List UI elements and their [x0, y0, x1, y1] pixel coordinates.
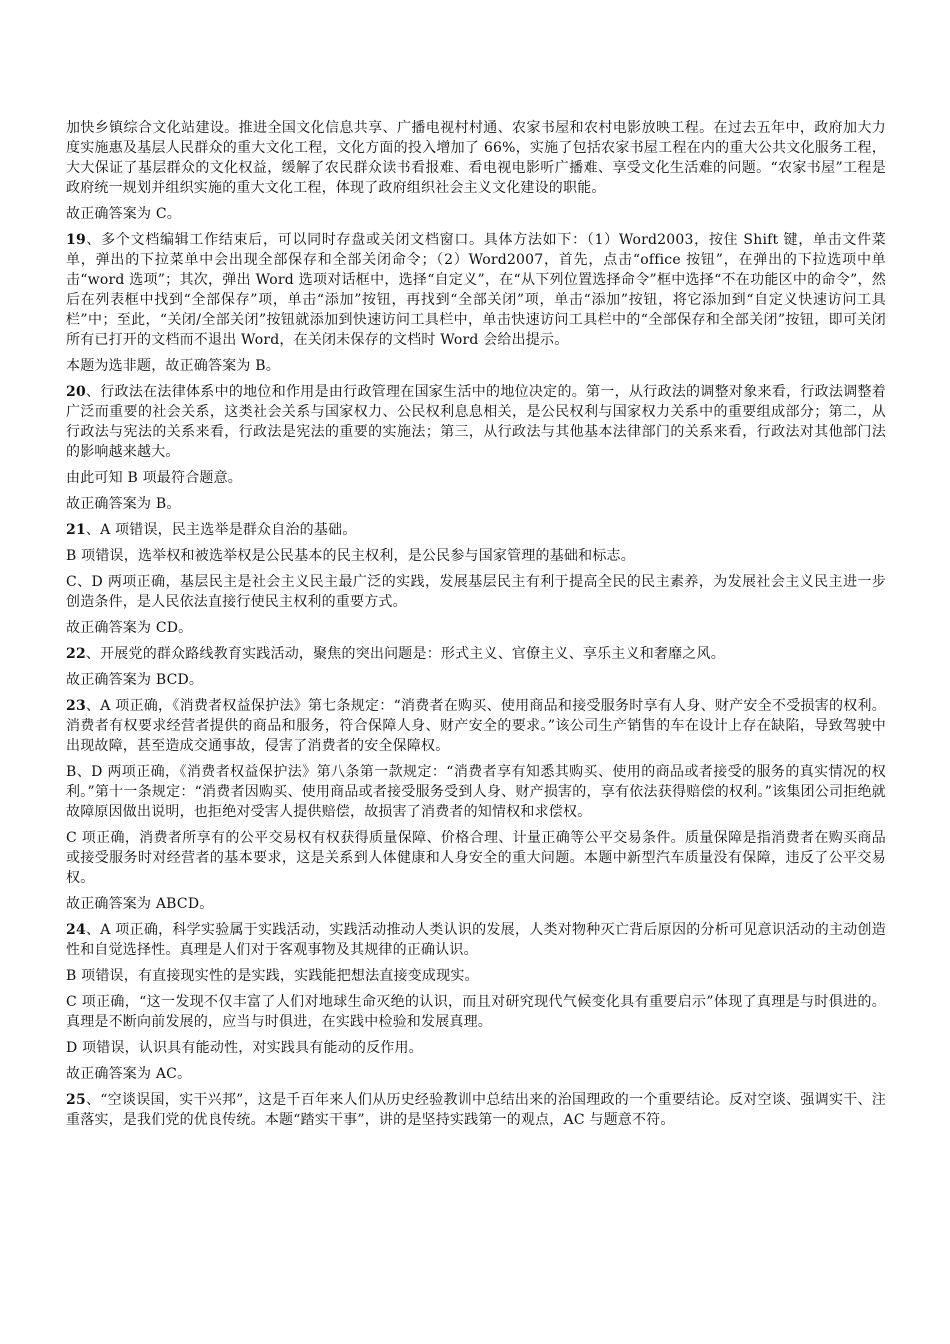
- paragraph-text: 故正确答案为 BCD。: [66, 672, 204, 688]
- question-number: 19: [66, 232, 86, 248]
- paragraph: [66, 468, 886, 488]
- answer-line: [66, 618, 886, 638]
- paragraph-text: 、多个文档编辑工作结束后，可以同时存盘或关闭文档窗口。具体方法如下：（1）Word2003，按住 Shift 键，单击文件菜单，弹出的下拉菜单中会出现全部保存和全部关闭命令；（2）Word2007，首先，点击“office 按钮”，在弹出的下拉选项中单击“word 选项”；其次，弹出 Word 选项对话框中，选择“自定义”，在“从下列位置选择命令”框中选择“不在功能区中的命令”，然后在列表框中找到“全部保存”项，单击“添加”按钮，再找到“全部关闭”项，单击“添加”按钮，将它添加到“自定义快速访问工具栏”中；至此，“关闭/全部关闭”按钮就添加到快速访问工具栏中，单击快速访问工具栏中的“全部保存和全部关闭”按钮，即可关闭所有已打开的文档而不退出 Word，在关闭未保存的文档时 Word 会给出提示。: [66, 232, 886, 348]
- paragraph: [66, 966, 886, 986]
- paragraph-text: C 项正确，消费者所享有的公平交易权有权获得质量保障、价格合理、计量正确等公平交易条件。质量保障是指消费者在购买商品或接受服务时对经营者的基本要求，这是关系到人体健康和人身安全的重大问题。本题中新型汽车质量没有保障，违反了公平交易权。: [66, 830, 886, 886]
- paragraph-text: B 项错误，有直接现实性的是实践，实践能把想法直接变成现实。: [66, 968, 479, 984]
- paragraph-text: C、D 两项正确，基层民主是社会主义民主最广泛的实践，发展基层民主有利于提高全民的民主素养，为发展社会主义民主进一步创造条件，是人民依法直接行使民主权利的重要方式。: [66, 574, 886, 610]
- question-number: 24: [66, 922, 86, 938]
- paragraph-text: D 项错误，认识具有能动性，对实践具有能动的反作用。: [66, 1040, 423, 1056]
- paragraph-text: 由此可知 B 项最符合题意。: [66, 470, 242, 486]
- paragraph: [66, 118, 886, 198]
- answer-line: [66, 1064, 886, 1084]
- answer-line: [66, 494, 886, 514]
- paragraph-text: 加快乡镇综合文化站建设。推进全国文化信息共享、广播电视村村通、农家书屋和农村电影放映工程。在过去五年中，政府加大力度实施惠及基层人民群众的重大文化工程，文化方面的投入增加了 66%，实施了包括农家书屋工程在内的重大公共文化服务工程，大大保证了基层群众的文化权益，缓解了农民群众读书看报难、看电视电影听广播难、享受文化生活难的问题。“农家书屋”工程是政府统一规划并组织实施的重大文化工程，体现了政府组织社会主义文化建设的职能。: [66, 120, 886, 196]
- paragraph-text: 、行政法在法律体系中的地位和作用是由行政管理在国家生活中的地位决定的。第一，从行政法的调整对象来看，行政法调整着广泛而重要的社会关系，这类社会关系与国家权力、公民权利息息相关，是公民权利与国家权力关系中的重要组成部分；第二，从行政法与宪法的关系来看，行政法是宪法的重要的实施法；第三，从行政法与其他基本法律部门的关系来看，行政法对其他部门法的影响越来越大。: [66, 384, 886, 460]
- paragraph-text: 、A 项正确，科学实验属于实践活动，实践活动推动人类认识的发展，人类对物种灭亡背后原因的分析可见意识活动的主动创造性和自觉选择性。真理是人们对于客观事物及其规律的正确认识。: [66, 922, 886, 958]
- paragraph: [66, 828, 886, 888]
- paragraph-text: B、D 两项正确，《消费者权益保护法》第八条第一款规定：“消费者享有知悉其购买、使用的商品或者接受的服务的真实情况的权利。”第十一条规定：“消费者因购买、使用商品或者接受服务受到人身、财产损害的，享有依法获得赔偿的权利。”该集团公司拒绝就故障原因做出说明，也拒绝对受害人提供赔偿，故损害了消费者的知情权和求偿权。: [66, 764, 886, 820]
- paragraph: [66, 546, 886, 566]
- answer-line: [66, 670, 886, 690]
- question-number: 23: [66, 698, 86, 714]
- paragraph-text: 、A 项错误，民主选举是群众自治的基础。: [85, 522, 357, 538]
- paragraph-text: 、开展党的群众路线教育实践活动，聚焦的突出问题是：形式主义、官僚主义、享乐主义和奢靡之风。: [85, 646, 725, 662]
- question-20: [66, 382, 886, 462]
- question-24: [66, 920, 886, 960]
- paragraph-text: 故正确答案为 ABCD。: [66, 896, 214, 912]
- question-number: 22: [66, 646, 86, 662]
- answer-line: [66, 204, 886, 224]
- paragraph: [66, 992, 886, 1032]
- paragraph-text: 、“空谈误国，实干兴邦”，这是千百年来人们从历史经验教训中总结出来的治国理政的一个重要结论。反对空谈、强调实干、注重落实，是我们党的优良传统。本题“踏实干事”，讲的是坚持实践第一的观点，AC 与题意不符。: [66, 1092, 886, 1128]
- question-25: [66, 1090, 886, 1130]
- question-21: [66, 520, 886, 540]
- paragraph-text: C 项正确，“这一发现不仅丰富了人们对地球生命灭绝的认识，而且对研究现代气候变化具有重要启示”体现了真理是与时俱进的。真理是不断向前发展的，应当与时俱进，在实践中检验和发展真理。: [66, 994, 886, 1030]
- paragraph: [66, 762, 886, 822]
- paragraph-text: 故正确答案为 CD。: [66, 620, 193, 636]
- answer-line: [66, 894, 886, 914]
- paragraph-text: 故正确答案为 B。: [66, 496, 181, 512]
- paragraph: [66, 572, 886, 612]
- question-22: [66, 644, 886, 664]
- question-number: 20: [66, 384, 86, 400]
- document-page: [66, 118, 886, 1136]
- question-19: [66, 230, 886, 350]
- paragraph-text: 本题为选非题，故正确答案为 B。: [66, 358, 280, 374]
- question-number: 21: [66, 522, 86, 538]
- paragraph-text: 、A 项正确，《消费者权益保护法》第七条规定：“消费者在购买、使用商品和接受服务时享有人身、财产安全不受损害的权利。消费者有权要求经营者提供的商品和服务，符合保障人身、财产安全的要求。”该公司生产销售的车在设计上存在缺陷，导致驾驶中出现故障，甚至造成交通事故，侵害了消费者的安全保障权。: [66, 698, 886, 754]
- paragraph-text: B 项错误，选举权和被选举权是公民基本的民主权利，是公民参与国家管理的基础和标志。: [66, 548, 635, 564]
- paragraph-text: 故正确答案为 C。: [66, 206, 181, 222]
- paragraph-text: 故正确答案为 AC。: [66, 1066, 192, 1082]
- question-number: 25: [66, 1092, 86, 1108]
- question-23: [66, 696, 886, 756]
- paragraph: [66, 1038, 886, 1058]
- answer-line: [66, 356, 886, 376]
